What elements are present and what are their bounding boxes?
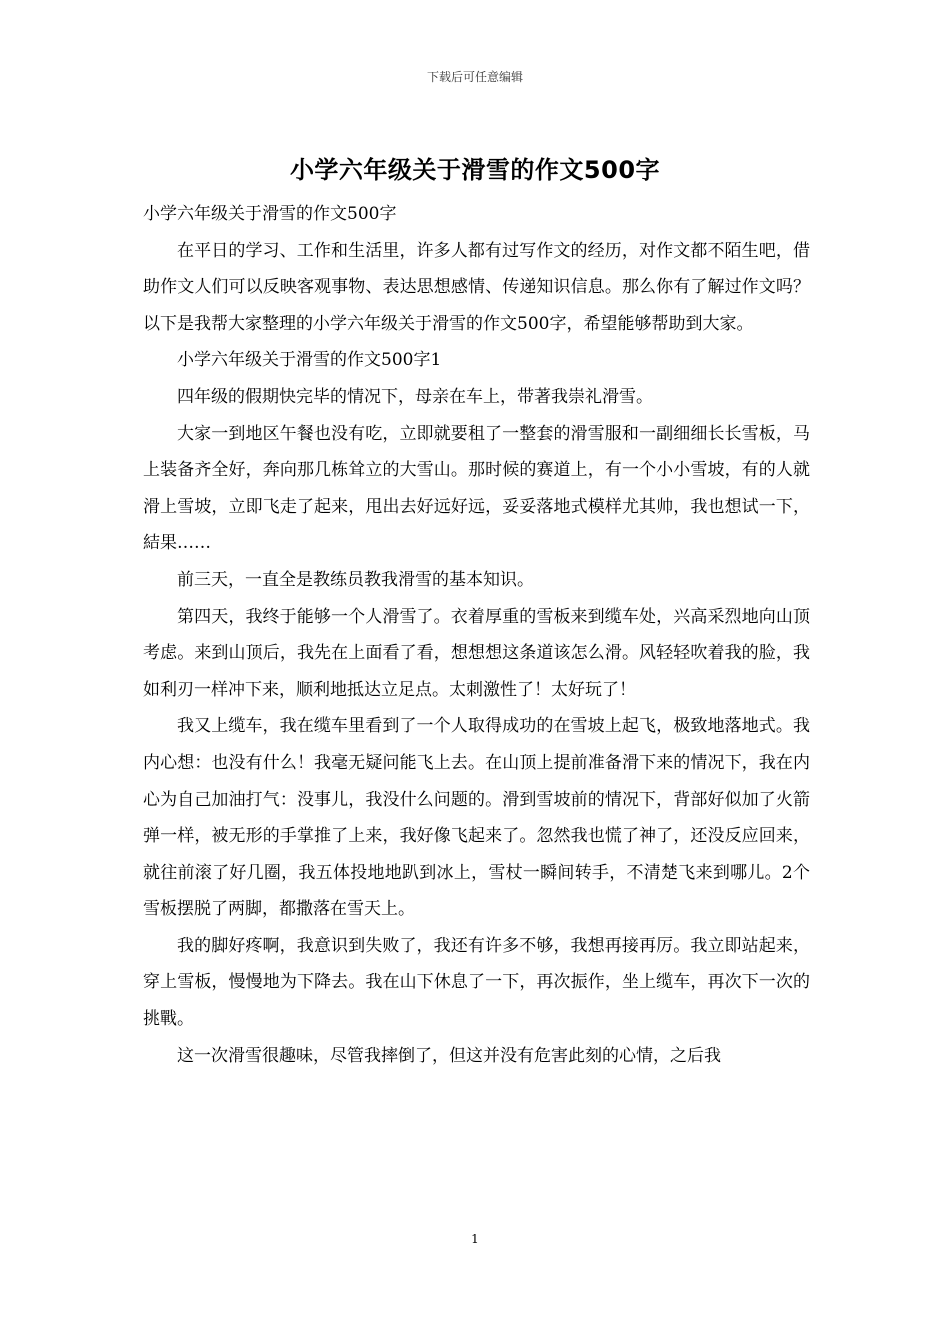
paragraph: 这一次滑雪很趣味，尽管我摔倒了，但这并没有危害此刻的心情，之后我 [177,1045,721,1066]
document-body [143,196,810,1074]
paragraph-intro: 在平日的学习、工作和生活里，许多人都有过写作文的经历，对作文都不陌生吧，借助作文人们可以反映客观事物、表达思想感情、传递知识信息。那么你有了解过作文吗？以下是我帮大家整理的小学六年级关于滑雪的作文500字，希望能够帮助到大家。 [143,240,810,334]
page-number: 1 [471,1232,479,1246]
paragraph: 我又上缆车，我在缆车里看到了一个人取得成功的在雪坡上起飞，极致地落地式。我内心想：也没有什么！我毫无疑问能飞上去。在山顶上提前准备滑下来的情况下，我在内心为自己加油打气：没事儿，我没什么问题的。滑到雪坡前的情况下，背部好似加了火箭弹一样，被无形的手掌推了上来，我好像飞起来了。忽然我也慌了神了，还没反应回来，就往前滚了好几圈，我五体投地地趴到冰上，雪杖一瞬间转手，不清楚飞来到哪儿。2个雪板摆脱了两脚，都撒落在雪天上。 [143,716,810,920]
paragraph: 四年级的假期快完毕的情况下，母亲在车上，带著我崇礼滑雪。 [177,386,653,407]
section-heading: 小学六年级关于滑雪的作文500字1 [177,350,442,371]
paragraph: 第四天，我终于能够一个人滑雪了。衣着厚重的雪板来到缆车处，兴高采烈地向山顶考虑。来到山顶后，我先在上面看了看，想想想这条道该怎么滑。风轻轻吹着我的脸，我如利刃一样冲下来，顺利地抵达立足点。太刺激性了！太好玩了！ [143,606,810,700]
paragraph: 大家一到地区午餐也没有吃，立即就要租了一整套的滑雪服和一副细细长长雪板，马上装备齐全好，奔向那几栋耸立的大雪山。那时候的赛道上，有一个小小雪坡，有的人就滑上雪坡，立即飞走了起来，甩出去好远好远，妥妥落地式模样尤其帅，我也想试一下，結果…… [143,423,810,554]
document-subtitle: 小学六年级关于滑雪的作文500字 [143,204,397,224]
page-header: 下载后可任意编辑 [426,70,523,84]
paragraph: 我的脚好疼啊，我意识到失败了，我还有许多不够，我想再接再厉。我立即站起来，穿上雪板，慢慢地为下降去。我在山下休息了一下，再次振作，坐上缆车，再次下一次的挑戰。 [143,935,810,1030]
document-title: 小学六年级关于滑雪的作文500字 [289,156,661,184]
paragraph: 前三天，一直全是教练员教我滑雪的基本知识。 [177,569,534,590]
